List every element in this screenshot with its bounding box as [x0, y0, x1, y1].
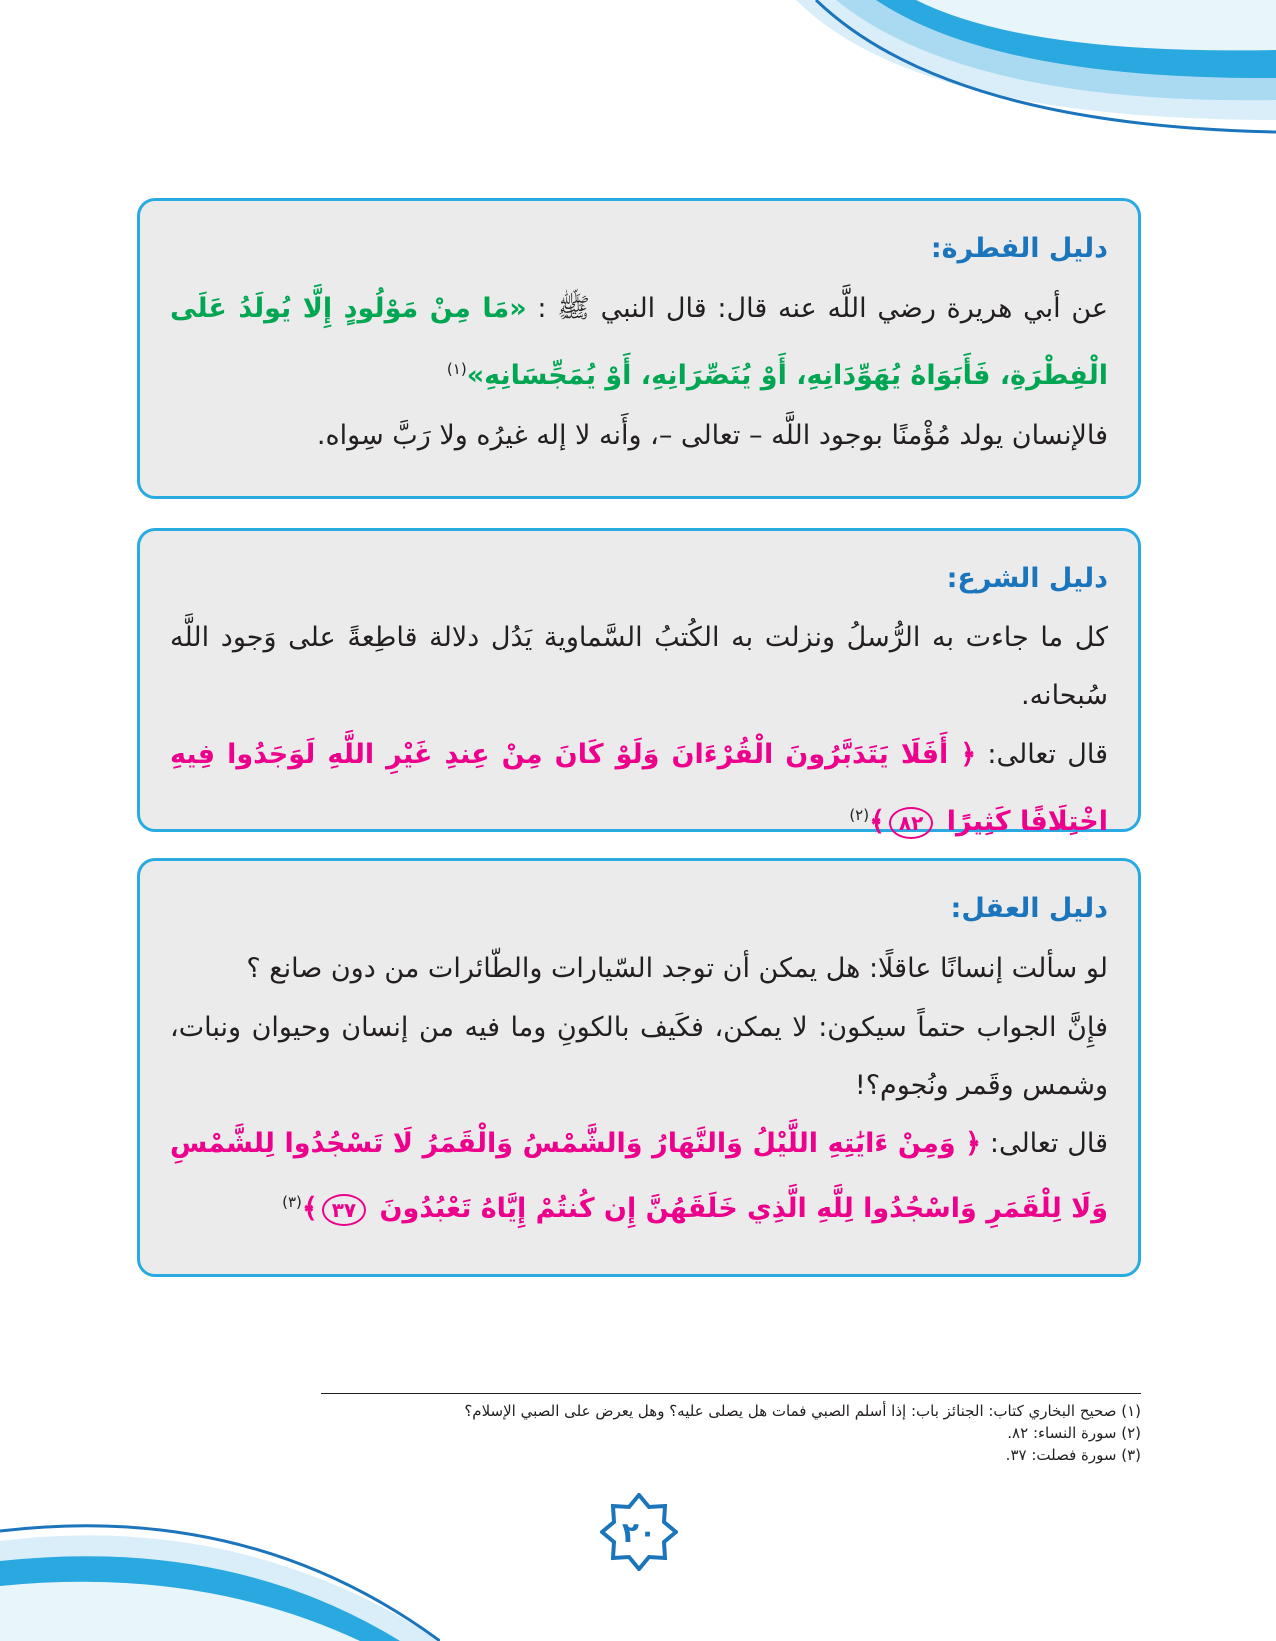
- top-wave-decoration: [796, 0, 1276, 140]
- aql-ayah-paragraph: [170, 1115, 1108, 1238]
- footnote-1: (١) صحيح البخاري كتاب: الجنائز باب: إذا أسلم الصبي فمات هل يصلى عليه؟ وهل يعرض على الصبي الإسلام؟: [464, 1402, 1141, 1420]
- shar-title: دليل الشرع:: [946, 563, 1108, 594]
- footnotes: [321, 1393, 1141, 1466]
- ayah-number-82: ٨٢: [889, 807, 933, 839]
- fitra-evidence-card: [137, 198, 1141, 499]
- aql-question: لو سألت إنسانًا عاقلًا: هل يمكن أن توجد السّيارات والطّائرات من دون صانع ؟: [246, 953, 1108, 984]
- footnote-ref-1[interactable]: (١): [446, 360, 467, 378]
- shar-ayah: [170, 739, 1108, 837]
- footnote-ref-2[interactable]: (٢): [849, 806, 870, 824]
- bottom-wave-decoration: [0, 1501, 440, 1641]
- aql-ayah-close: ﴾: [301, 1193, 318, 1224]
- aql-ayah: [170, 1128, 1108, 1224]
- aql-ayah-text: ﴿ وَمِنْ ءَايَٰتِهِ اللَّيْلُ وَالنَّهَارُ وَالشَّمْسُ وَالْقَمَرُ لَا تَسْجُدُوا لِلشَّمْسِ وَلَا لِلْقَمَرِ وَاسْجُدُوا لِلَّهِ الَّذِي خَلَقَهُنَّ إِن كُنتُمْ إِيَّاهُ تَعْبُدُونَ: [170, 1128, 1108, 1224]
- shar-evidence-card: [137, 528, 1141, 837]
- fitra-conclusion: فالإنسان يولد مُؤْمنًا بوجود اللَّه – تعالى –، وأَنه لا إله غيرُه ولا رَبَّ سِواه.: [316, 420, 1108, 451]
- page-number: ٢٠: [621, 1515, 657, 1549]
- aql-ayah-intro: قال تعالى:: [981, 1128, 1108, 1159]
- aql-evidence-card: [137, 858, 1141, 1277]
- aql-title: دليل العقل:: [950, 893, 1108, 924]
- fitra-title: دليل الفطرة:: [930, 233, 1108, 264]
- fitra-hadith: «مَا مِنْ مَوْلُودٍ إِلَّا يُولَدُ عَلَى الْفِطْرَةِ، فَأَبَوَاهُ يُهَوِّدَانِهِ، أَوْ يُنَصِّرَانِهِ، أَوْ يُمَجِّسَانِهِ»: [170, 293, 1108, 391]
- fitra-intro: عن أبي هريرة رضي اللَّه عنه قال: قال النبي ﷺ :: [526, 293, 1108, 324]
- shar-ayah-text: ﴿ أَفَلَا يَتَدَبَّرُونَ الْقُرْءَانَ وَلَوْ كَانَ مِنْ عِندِ غَيْرِ اللَّهِ لَوَجَدُوا فِيهِ اخْتِلَافًا كَثِيرًا: [170, 739, 1108, 837]
- shar-ayah-intro: قال تعالى:: [976, 739, 1108, 770]
- shar-ayah-close: ﴾: [869, 806, 885, 837]
- shar-body: كل ما جاءت به الرُّسلُ ونزلت به الكُتبُ السَّماوية يَدُل دلالة قاطِعةً على وَجود اللَّه سُبحانه.: [170, 622, 1108, 711]
- ayah-number-37: ٣٧: [322, 1194, 366, 1226]
- aql-answer: فإِنَّ الجواب حتماً سيكون: لا يمكن، فكَيف بالكونِ وما فيه من إنسان وحيوان ونبات، وشمس وقَمر ونُجوم؟!: [170, 1012, 1108, 1101]
- fitra-hadith-paragraph: [170, 279, 1108, 406]
- footnote-3: (٣) سورة فصلت: ٣٧.: [1005, 1446, 1141, 1464]
- footnote-ref-3[interactable]: (٣): [282, 1193, 302, 1211]
- footnote-2: (٢) سورة النساء: ٨٢.: [1007, 1424, 1141, 1442]
- shar-ayah-paragraph: [170, 725, 1108, 852]
